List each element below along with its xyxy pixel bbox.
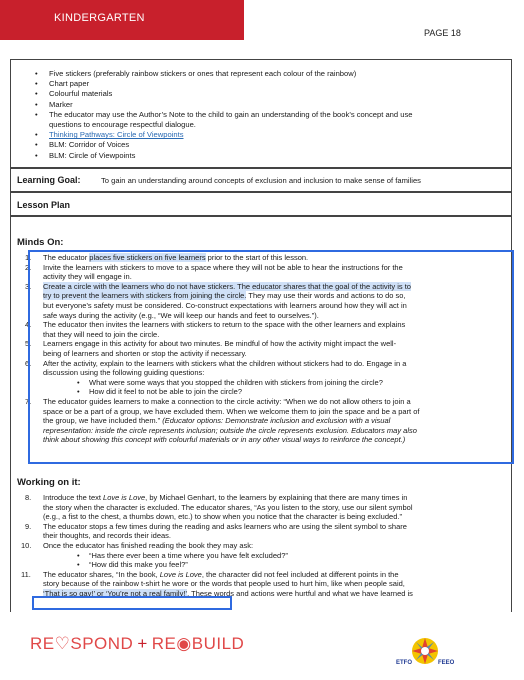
step-number: 5. [25, 339, 32, 349]
highlighted-quote: ‘That is so gay!’ or ‘You’re not a real family!’ [43, 588, 188, 598]
learning-goal-text: To gain an understanding around concepts of exclusion and inclusion to make sense of families [101, 176, 421, 185]
step-number: 6. [25, 358, 32, 368]
step-text: (e.g., a fist to the chest, a thumbs down, etc.) to show when you notice that the character is being excluded.” [43, 512, 402, 522]
step-text: their thoughts, and records their ideas. [43, 531, 171, 541]
quote-selection-box [32, 596, 232, 610]
step-number: 1. [25, 253, 32, 262]
thinking-pathways-link[interactable]: Thinking Pathways: Circle of Viewpoints [49, 130, 184, 140]
list-item: • Marker [35, 100, 495, 110]
step-number: 10. [21, 540, 32, 550]
step-text: that they will need to join the circle. [43, 329, 160, 339]
learning-goal-box [10, 168, 512, 192]
list-item [17, 522, 503, 541]
page-number: PAGE 18 [424, 28, 461, 38]
step-text: discussion using the following guiding questions: [43, 368, 205, 378]
step-text: being of learners and shorten or stop the activity if necessary. [43, 348, 247, 358]
minds-on-selection-box [28, 250, 514, 464]
step-text: Once the educator has finished reading the book they may ask: [43, 540, 254, 550]
step-number: 9. [25, 521, 32, 531]
list-item: • Chart paper [35, 79, 495, 89]
working-on-it-heading: Working on it: [17, 477, 81, 488]
highlighted-text: places five stickers on five learners [89, 253, 206, 262]
step-number: 7. [25, 396, 32, 406]
list-item [35, 110, 495, 130]
book-title: Love is Love [103, 493, 146, 502]
list-item: • Colourful materials [35, 89, 495, 99]
list-item: • Five stickers (preferably rainbow stickers or ones that represent each colour of the rainbow) [35, 69, 495, 79]
step-text: The educator stops a few times during the reading and asks learners who are using the silent symbol to share [43, 521, 407, 531]
step-text: safe ways during the activity (e.g., “We will keep our hands and feet to ourselves.”). [43, 310, 319, 320]
respond-rebuild-logo: RE♡SPOND + RE◉BUILD [30, 634, 245, 653]
materials-list [35, 69, 495, 161]
guiding-question: • “How did this make you feel?” [43, 560, 503, 570]
step-number: 11. [21, 569, 31, 579]
list-item [17, 493, 503, 522]
list-item [17, 570, 503, 599]
step-number: 3. [25, 281, 32, 291]
feeo-label: FEEO [438, 660, 455, 666]
guiding-question: • How did it feel to not be able to join the circle? [43, 387, 503, 397]
step-text: but everyone’s safety must be considered. Co-construct expectations with learners around how they will act in [43, 300, 407, 310]
step-text: prior to the start of this lesson. [205, 253, 309, 262]
learning-goal-label: Learning Goal: [17, 175, 81, 185]
step-text: the story when the character is excluded. The educator shares, “As you listen to the story, use our silent symbol [43, 502, 413, 512]
step-number: 4. [25, 320, 32, 330]
educator-options-text: think about showing this concept with colourful materials or in any other visual ways to reinforce the concept.) [43, 435, 406, 445]
step-text: The educator guides learners to make a connection to the circle activity: “When we do not allow others to join a [43, 396, 411, 406]
highlighted-text: Create a circle with the learners who do not have stickers. The educator shares that the goal of the activity is to [43, 281, 411, 291]
step-text: space or be a part of a group, we have excluded them. When we welcome them to join the space and be a part of [43, 406, 420, 416]
guiding-question: • What were some ways that you stopped the children with stickers from joining the circle? [43, 378, 503, 388]
step-number: 2. [25, 262, 32, 272]
list-item-text: The educator may use the Author’s Note to the child to gain an understanding of the book’s concept and use [49, 109, 413, 119]
list-item [17, 541, 503, 570]
step-number: 8. [25, 493, 32, 502]
step-text: The educator [43, 253, 90, 262]
step-text: Invite the learners with stickers to move to a space where they will not be able to hear the instructions for the [43, 262, 403, 272]
step-text: The educator shares, “In the book, [43, 569, 160, 579]
step-text: , by Michael Genhart, to the learners by explaining that there are many times in [145, 493, 408, 502]
guiding-question: • “Has there ever been a time where you have felt excluded?” [43, 551, 503, 561]
materials-box [10, 59, 512, 168]
step-text: the group, we have included them.” [43, 416, 163, 426]
educator-options-text: representation: inside the circle represents inclusion; outside the circle represents exclusion. Educators may also [43, 425, 417, 435]
step-text: Learners engage in this activity for about two minutes. Be mindful of how the activity might impact the well- [43, 339, 397, 349]
working-on-it-steps [17, 493, 503, 599]
lesson-plan-label: Lesson Plan [17, 200, 71, 210]
step-text: They may use their words and actions to do so, [246, 291, 406, 301]
step-text: After the activity, explain to the learners with stickers what the children without stickers had to do. Engage in a [43, 358, 407, 368]
list-item [35, 130, 495, 140]
minds-on-heading: Minds On: [17, 237, 64, 248]
step-text: story because of the rainbow t-shirt he wore or the words that people used to hurt him, like when people said, [43, 579, 405, 589]
step-text: activity they will engage in. [43, 272, 132, 282]
list-item-text: questions to encourage respectful dialogue. [49, 120, 196, 130]
etfo-feeo-logo-icon [410, 636, 440, 666]
page-section-title: KINDERGARTEN [54, 12, 145, 24]
list-item: • BLM: Corridor of Voices [35, 140, 495, 150]
book-title: Love is Love [159, 569, 202, 579]
step-text: , the character did not feel included at different points in the [201, 569, 399, 579]
educator-options-text: (Educator options: Demonstrate inclusion and exclusion with a visual [162, 416, 391, 426]
step-text: The educator then invites the learners with stickers to return to the space with the other learners and explains [43, 320, 406, 330]
step-text: Introduce the text [43, 493, 104, 502]
step-text: . These words and actions were hurtful and what we have learned is [187, 588, 413, 598]
lesson-plan-box [10, 192, 512, 216]
etfo-label: ETFO [396, 660, 412, 666]
list-item: • BLM: Circle of Viewpoints [35, 151, 495, 161]
highlighted-text: try to prevent the learners with stickers from joining the circle. [43, 291, 247, 301]
